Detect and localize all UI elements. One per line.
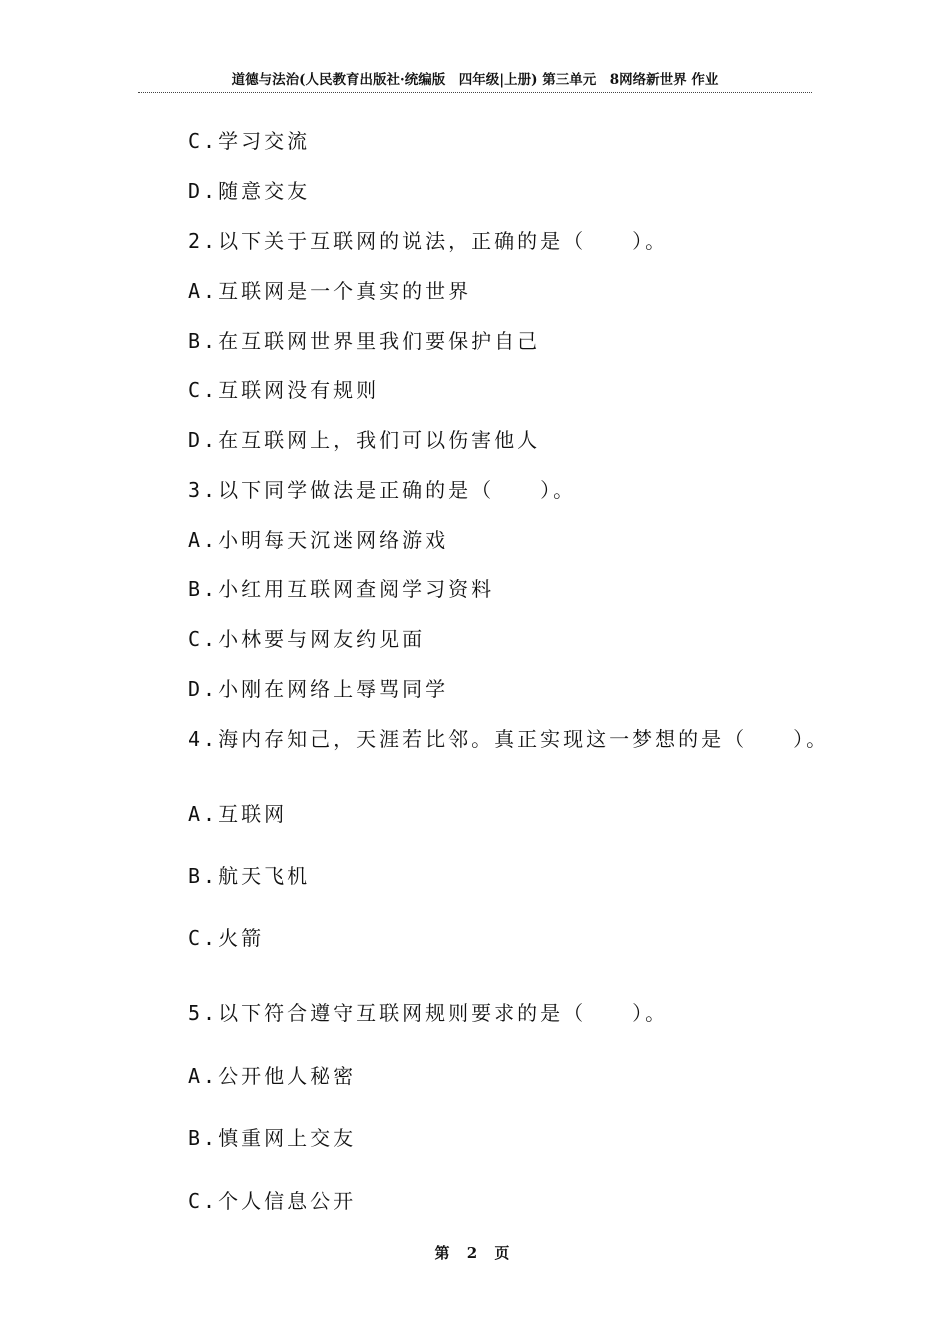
option-a-q2: A.互联网是一个真实的世界 — [188, 279, 472, 303]
option-d-q3: D.小刚在网络上辱骂同学 — [188, 677, 449, 701]
option-a-q4: A.互联网 — [188, 802, 288, 826]
option-c-q1: C.学习交流 — [188, 129, 311, 153]
option-d-q2: D.在互联网上，我们可以伤害他人 — [188, 428, 541, 452]
question-2: 2.以下关于互联网的说法，正确的是（ ）。 — [188, 229, 669, 253]
option-b-q5: B.慎重网上交友 — [188, 1126, 357, 1150]
option-b-q4: B.航天飞机 — [188, 864, 311, 888]
option-c-q2: C.互联网没有规则 — [188, 378, 380, 402]
option-c-q3: C.小林要与网友约见面 — [188, 627, 426, 651]
page-header: 道德与法治(人民教育出版社·统编版 四年级|上册) 第三单元 8网络新世界 作业 — [138, 70, 812, 93]
option-b-q3: B.小红用互联网查阅学习资料 — [188, 577, 495, 601]
page-number: 第 2 页 — [434, 1244, 516, 1262]
option-c-q4: C.火箭 — [188, 926, 265, 950]
option-c-q5: C.个人信息公开 — [188, 1189, 357, 1213]
option-a-q5: A.公开他人秘密 — [188, 1064, 357, 1088]
option-d-q1: D.随意交友 — [188, 179, 311, 203]
question-3: 3.以下同学做法是正确的是（ ）。 — [188, 478, 577, 502]
option-b-q2: B.在互联网世界里我们要保护自己 — [188, 329, 541, 353]
option-a-q3: A.小明每天沉迷网络游戏 — [188, 528, 449, 552]
question-5: 5.以下符合遵守互联网规则要求的是（ ）。 — [188, 1001, 669, 1025]
question-4: 4.海内存知己，天涯若比邻。真正实现这一梦想的是（ ）。 — [188, 727, 830, 751]
